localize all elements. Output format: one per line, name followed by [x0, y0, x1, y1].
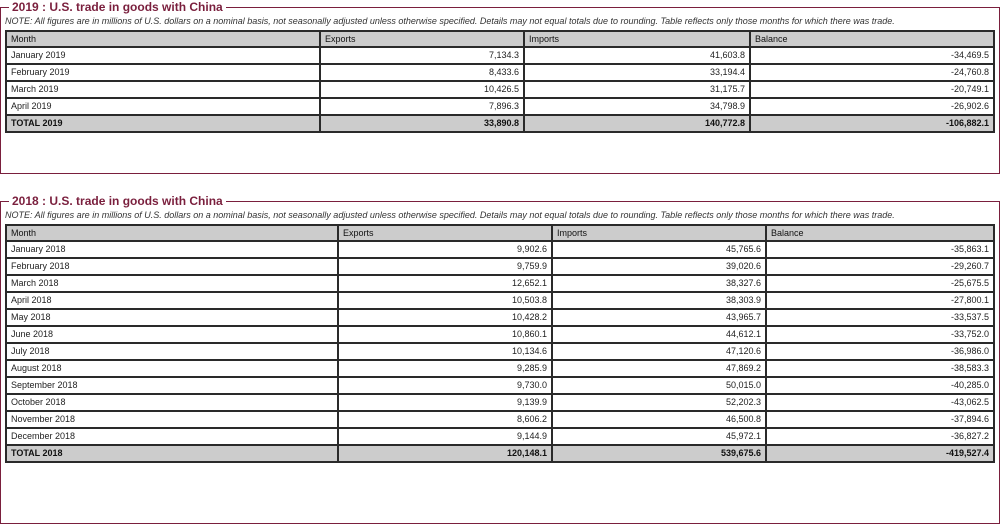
table-row	[6, 292, 994, 309]
total-exports: 33,890.8	[320, 115, 524, 132]
exports-cell: 9,285.9	[338, 360, 552, 377]
balance-cell: -37,894.6	[766, 411, 994, 428]
balance-cell: -43,062.5	[766, 394, 994, 411]
exports-cell: 8,606.2	[338, 411, 552, 428]
table-row	[6, 360, 994, 377]
total-label: TOTAL 2019	[6, 115, 320, 132]
exports-cell: 10,503.8	[338, 292, 552, 309]
exports-cell: 8,433.6	[320, 64, 524, 81]
total-imports: 140,772.8	[524, 115, 750, 132]
imports-cell: 50,015.0	[552, 377, 766, 394]
note-2019: NOTE: All figures are in millions of U.S. dollars on a nominal basis, not seasonally adjusted unless otherwise specified. Details may not equal totals due to rounding. Table reflects only those months for which there was trade.	[5, 16, 895, 26]
table-row	[6, 309, 994, 326]
balance-cell: -36,827.2	[766, 428, 994, 445]
table-row	[6, 343, 994, 360]
balance-cell: -34,469.5	[750, 47, 994, 64]
balance-cell: -27,800.1	[766, 292, 994, 309]
imports-cell: 45,972.1	[552, 428, 766, 445]
trade-table-2019	[5, 30, 995, 133]
month-cell: September 2018	[6, 377, 338, 394]
total-row	[6, 115, 994, 132]
table-row	[6, 394, 994, 411]
table-row	[6, 326, 994, 343]
exports-cell: 9,902.6	[338, 241, 552, 258]
imports-cell: 43,965.7	[552, 309, 766, 326]
table-row	[6, 98, 994, 115]
trade-section-2018	[0, 194, 1000, 524]
month-cell: January 2018	[6, 241, 338, 258]
total-balance: -106,882.1	[750, 115, 994, 132]
imports-cell: 45,765.6	[552, 241, 766, 258]
col-balance-header: Balance	[766, 225, 994, 241]
imports-cell: 46,500.8	[552, 411, 766, 428]
imports-cell: 41,603.8	[524, 47, 750, 64]
exports-cell: 10,860.1	[338, 326, 552, 343]
balance-cell: -29,260.7	[766, 258, 994, 275]
total-imports: 539,675.6	[552, 445, 766, 462]
month-cell: December 2018	[6, 428, 338, 445]
exports-cell: 7,134.3	[320, 47, 524, 64]
imports-cell: 31,175.7	[524, 81, 750, 98]
month-cell: January 2019	[6, 47, 320, 64]
month-cell: March 2018	[6, 275, 338, 292]
balance-cell: -25,675.5	[766, 275, 994, 292]
total-label: TOTAL 2018	[6, 445, 338, 462]
exports-cell: 9,759.9	[338, 258, 552, 275]
exports-cell: 9,730.0	[338, 377, 552, 394]
balance-cell: -35,863.1	[766, 241, 994, 258]
imports-cell: 33,194.4	[524, 64, 750, 81]
trade-table-2018	[5, 224, 995, 463]
exports-cell: 7,896.3	[320, 98, 524, 115]
balance-cell: -40,285.0	[766, 377, 994, 394]
table-row	[6, 81, 994, 98]
imports-cell: 47,869.2	[552, 360, 766, 377]
exports-cell: 12,652.1	[338, 275, 552, 292]
col-exports-header: Exports	[320, 31, 524, 47]
table-row	[6, 64, 994, 81]
imports-cell: 47,120.6	[552, 343, 766, 360]
col-month-header: Month	[6, 225, 338, 241]
exports-cell: 10,428.2	[338, 309, 552, 326]
balance-cell: -33,537.5	[766, 309, 994, 326]
exports-cell: 10,426.5	[320, 81, 524, 98]
month-cell: April 2018	[6, 292, 338, 309]
month-cell: April 2019	[6, 98, 320, 115]
col-imports-header: Imports	[552, 225, 766, 241]
table-row	[6, 258, 994, 275]
imports-cell: 38,327.6	[552, 275, 766, 292]
section-title-2019: 2019 : U.S. trade in goods with China	[12, 0, 223, 14]
balance-cell: -38,583.3	[766, 360, 994, 377]
month-cell: February 2019	[6, 64, 320, 81]
section-title-2018: 2018 : U.S. trade in goods with China	[12, 194, 223, 208]
trade-section-2019	[0, 0, 1000, 174]
exports-cell: 9,139.9	[338, 394, 552, 411]
imports-cell: 52,202.3	[552, 394, 766, 411]
imports-cell: 44,612.1	[552, 326, 766, 343]
month-cell: February 2018	[6, 258, 338, 275]
total-balance: -419,527.4	[766, 445, 994, 462]
total-row	[6, 445, 994, 462]
balance-cell: -36,986.0	[766, 343, 994, 360]
col-imports-header: Imports	[524, 31, 750, 47]
exports-cell: 9,144.9	[338, 428, 552, 445]
balance-cell: -33,752.0	[766, 326, 994, 343]
month-cell: March 2019	[6, 81, 320, 98]
month-cell: July 2018	[6, 343, 338, 360]
col-balance-header: Balance	[750, 31, 994, 47]
total-exports: 120,148.1	[338, 445, 552, 462]
balance-cell: -20,749.1	[750, 81, 994, 98]
month-cell: June 2018	[6, 326, 338, 343]
note-2018: NOTE: All figures are in millions of U.S. dollars on a nominal basis, not seasonally adjusted unless otherwise specified. Details may not equal totals due to rounding. Table reflects only those months for which there was trade.	[5, 210, 895, 220]
col-month-header: Month	[6, 31, 320, 47]
table-row	[6, 47, 994, 64]
table-row	[6, 377, 994, 394]
month-cell: May 2018	[6, 309, 338, 326]
month-cell: November 2018	[6, 411, 338, 428]
table-row	[6, 241, 994, 258]
table-row	[6, 275, 994, 292]
table-row	[6, 428, 994, 445]
header-row	[6, 225, 994, 241]
table-row	[6, 411, 994, 428]
exports-cell: 10,134.6	[338, 343, 552, 360]
imports-cell: 34,798.9	[524, 98, 750, 115]
balance-cell: -26,902.6	[750, 98, 994, 115]
header-row	[6, 31, 994, 47]
month-cell: October 2018	[6, 394, 338, 411]
imports-cell: 39,020.6	[552, 258, 766, 275]
col-exports-header: Exports	[338, 225, 552, 241]
balance-cell: -24,760.8	[750, 64, 994, 81]
month-cell: August 2018	[6, 360, 338, 377]
imports-cell: 38,303.9	[552, 292, 766, 309]
